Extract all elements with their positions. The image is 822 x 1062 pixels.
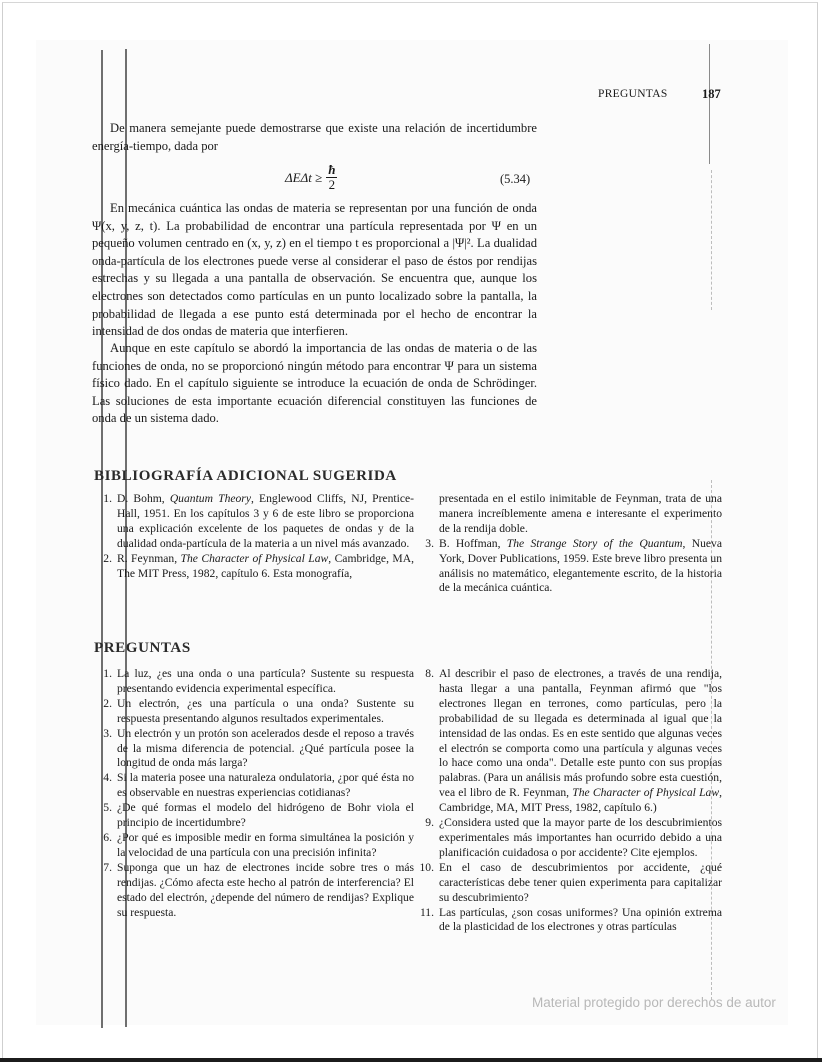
equation bbox=[285, 163, 337, 192]
book-title: The Character of Physical Law bbox=[180, 551, 329, 565]
questions-heading: PREGUNTAS bbox=[94, 640, 191, 656]
question-item bbox=[93, 667, 414, 697]
bibliography-item-continuation: presentada en el estilo inimitable de Feynman, trata de una manera increíblemente amena e interesante el experimento de la rendija doble. bbox=[439, 492, 722, 535]
page-number: 187 bbox=[702, 87, 721, 101]
author: B. Hoffman, bbox=[439, 536, 507, 550]
item-text bbox=[117, 492, 414, 552]
equation-number: (5.34) bbox=[500, 172, 531, 186]
question-text: ¿Por qué es imposible medir en forma simultánea la posición y la velocidad de una partícula con una precisión infinita? bbox=[117, 830, 414, 859]
copyright-watermark: Material protegido por derechos de autor bbox=[532, 995, 776, 1010]
question-number: 7. bbox=[103, 860, 112, 874]
book-title: Quantum Theory bbox=[169, 492, 251, 505]
question-text: Suponga que un haz de electrones incide sobre tres o más rendijas. ¿Cómo afecta este hecho al patrón de interferencia? El estado del electrón, ¿depende del número de rendijas? Explique su respuesta. bbox=[117, 860, 414, 919]
question-number: 2. bbox=[103, 696, 112, 710]
paragraph-wave-function bbox=[92, 200, 537, 341]
question-item bbox=[93, 831, 414, 861]
running-head: PREGUNTAS bbox=[598, 88, 668, 100]
equation-fraction bbox=[326, 163, 337, 192]
questions-right-column bbox=[415, 667, 722, 935]
question-item bbox=[93, 697, 414, 727]
reference-details: , Englewood Cliffs, NJ, Prentice-Hall, 1951. En los capítulos 3 y 6 de este libro se proporciona una explicación excelente de los paquetes de ondas y de la dualidad onda-partícula de la materia a un nivel más avanzado. bbox=[117, 492, 414, 550]
book-title: The Strange Story of the Quantum bbox=[506, 536, 683, 550]
equation-denominator: 2 bbox=[328, 177, 336, 192]
question-number: 10. bbox=[419, 860, 434, 874]
question-item bbox=[415, 861, 722, 906]
question-text: Un electrón, ¿es una partícula o una onda? Sustente su respuesta presentando algunos resultados experimentales. bbox=[117, 696, 414, 725]
question-item bbox=[93, 727, 414, 772]
bibliography-right-column bbox=[415, 492, 722, 596]
question-item bbox=[93, 861, 414, 921]
question-number: 6. bbox=[103, 830, 112, 844]
bibliography-heading: BIBLIOGRAFÍA ADICIONAL SUGERIDA bbox=[94, 468, 397, 484]
equation-numerator: ħ bbox=[328, 162, 336, 177]
question-text: La luz, ¿es una onda o una partícula? Sustente su respuesta presentando evidencia experimental específica. bbox=[117, 667, 414, 695]
question-item bbox=[415, 816, 722, 861]
item-text bbox=[117, 552, 414, 582]
question-item bbox=[415, 667, 722, 816]
question-text: Las partículas, ¿son cosas uniformes? Una opinión extrema de la plasticidad de los electrones y otras partículas bbox=[439, 905, 722, 934]
question-number: 1. bbox=[103, 667, 112, 680]
question-item bbox=[415, 906, 722, 936]
equation-lhs: ΔEΔt ≥ bbox=[285, 169, 323, 185]
question-number: 11. bbox=[419, 905, 434, 919]
reference-details: , Nueva York, Dover Publications, 1959. Este breve libro presenta un análisis no matemático, elegantemente escrito, de la historia de la mecánica cuántica. bbox=[439, 536, 722, 595]
item-number: 2. bbox=[103, 551, 112, 565]
questions-left-column bbox=[93, 667, 414, 920]
author: R. Feynman, bbox=[117, 551, 181, 565]
item-text bbox=[439, 537, 722, 597]
paragraph-text: Aunque en este capítulo se abordó la importancia de las ondas de materia o de las funciones de onda, no se proporcionó ningún método para encontrar Ψ para un sistema físico dado. En el capítulo siguiente se introduce la ecuación de onda de Schrödinger. Las soluciones de esta importante ecuación diferencial constituyen las funciones de onda de un sistema dado. bbox=[92, 341, 537, 426]
scan-artifact-line bbox=[709, 44, 710, 164]
paragraph-uncertainty bbox=[92, 120, 537, 155]
question-text bbox=[439, 667, 722, 816]
question-text: En el caso de descubrimientos por accidente, ¿qué características debe tener quien experimenta para capitalizar su descubrimiento? bbox=[439, 860, 722, 904]
book-title: The Character of Physical Law bbox=[572, 786, 720, 800]
question-text: Un electrón y un protón son acelerados desde el reposo a través de la misma diferencia de potencial. ¿Qué partícula posee la longitud de onda más larga? bbox=[117, 726, 414, 770]
question-text-part: Al describir el paso de electrones, a través de una rendija, hasta llegar a una pantalla, Feynman afirmó que "los electrones llegan en terrones, como partículas, pero la probabilidad de su llegada es determinada al igual que la intensidad de las ondas. Es en este sentido que algunas veces el electrón se comporta como una partícula y algunas veces lo hace como una onda". Detalle este punto con sus propias palabras. (Para un análisis más profundo sobre esta cuestión, vea el libro de R. Feynman, bbox=[439, 667, 722, 800]
item-number: 1. bbox=[103, 492, 112, 505]
bottom-border bbox=[0, 1058, 822, 1062]
question-text-part: , Cambridge, MA, MIT Press, 1982, capítulo 6.) bbox=[439, 786, 722, 815]
bibliography-item bbox=[93, 552, 414, 582]
paragraph-text: En mecánica cuántica las ondas de materia se representan por una función de onda Ψ(x, y, z, t). La probabilidad de encontrar una partícula representada por Ψ en un pequeño volumen centrado en (x, y, z) en el tiempo t es proporcional a |Ψ|². La dualidad onda-partícula de los electrones puede verse al considerar el paso de éstos por rendijas estrechas y su llegada a una pantalla de observación. Se encuentra que, aunque los electrones son detectados como partículas en un punto localizado sobre la pantalla, la probabilidad de llegada a ese punto está determinada por el hecho de encontrar la intensidad de dos ondas de materia que interfieren. bbox=[92, 201, 537, 339]
question-number: 9. bbox=[425, 816, 434, 830]
paragraph-text: De manera semejante puede demostrarse que existe una relación de incertidumbre energía-tiempo, dada por bbox=[92, 121, 537, 153]
question-item bbox=[93, 801, 414, 831]
question-text: ¿Considera usted que la mayor parte de los descubrimientos experimentales más importantes han ocurrido debido a una planificación cuidadosa o por accidente? Cite ejemplos. bbox=[439, 816, 722, 859]
reference-details: , Cambridge, MA, The MIT Press, 1982, capítulo 6. Esta monografía, bbox=[117, 551, 414, 580]
item-number: 3. bbox=[425, 536, 434, 550]
question-number: 4. bbox=[103, 771, 112, 785]
bibliography-item bbox=[415, 537, 722, 597]
author: D. Bohm, bbox=[117, 492, 170, 505]
paragraph-schrodinger bbox=[92, 340, 537, 428]
question-text: Si la materia posee una naturaleza ondulatoria, ¿por qué ésta no es observable en nuestras experiencias cotidianas? bbox=[117, 771, 414, 800]
scan-artifact-dashed-line bbox=[711, 170, 713, 310]
question-text: ¿De qué formas el modelo del hidrógeno de Bohr viola el principio de incertidumbre? bbox=[117, 801, 414, 830]
question-item bbox=[93, 771, 414, 801]
bibliography-left-column bbox=[93, 492, 414, 581]
question-number: 3. bbox=[103, 726, 112, 740]
question-number: 8. bbox=[425, 667, 434, 680]
question-number: 5. bbox=[103, 801, 112, 815]
bibliography-item bbox=[93, 492, 414, 552]
